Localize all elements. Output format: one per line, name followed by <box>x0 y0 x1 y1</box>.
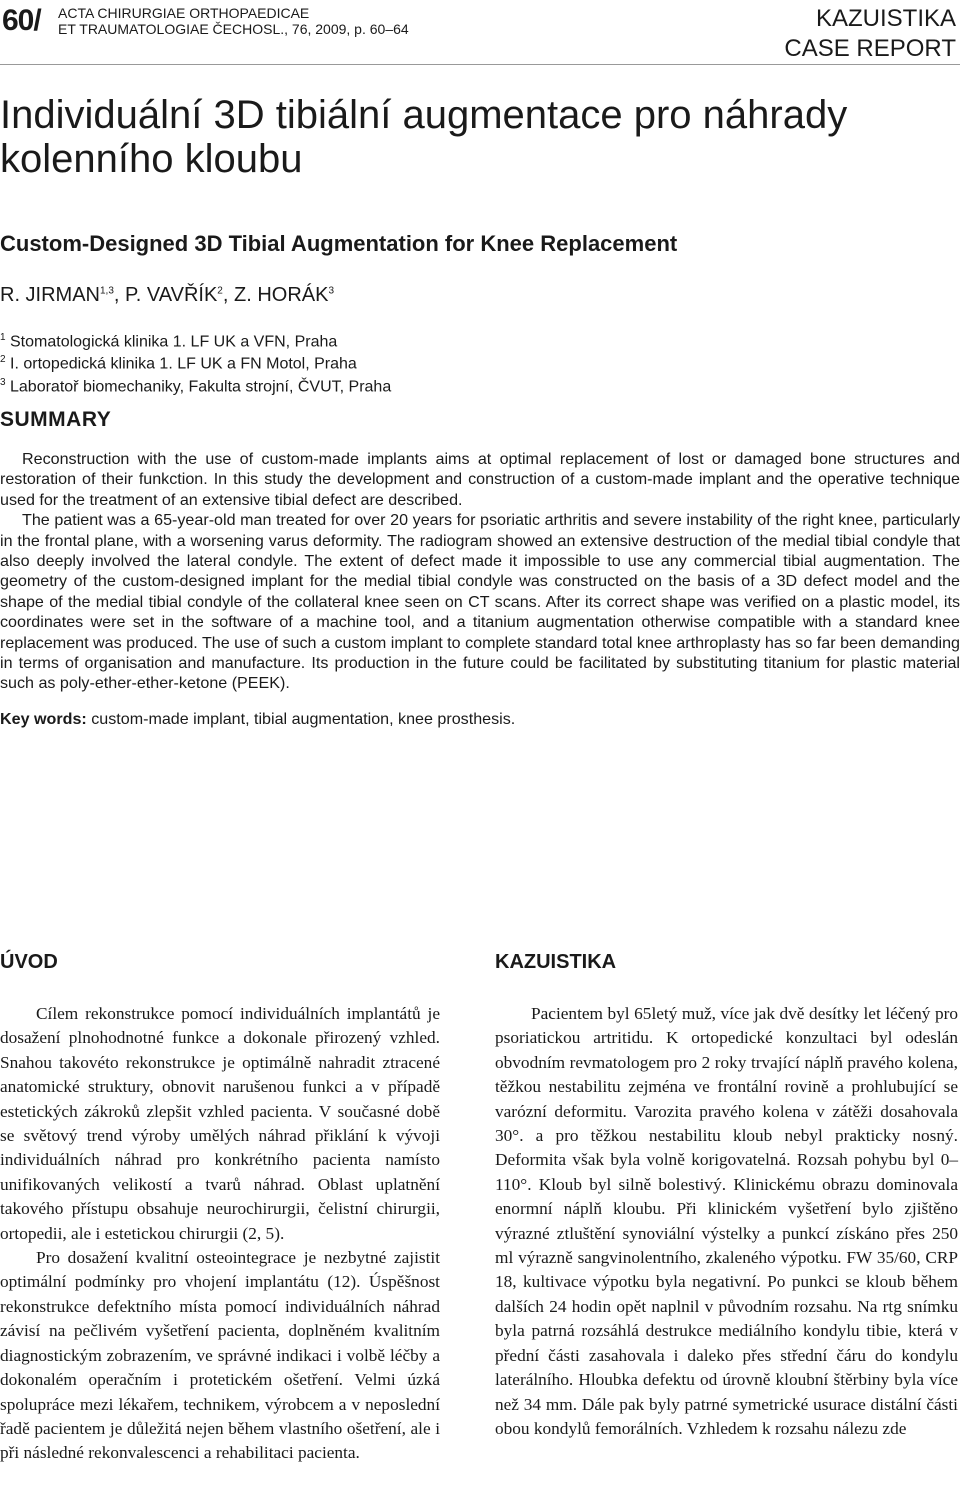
summary-heading: SUMMARY <box>0 408 112 431</box>
section-heading-kazuistika: KAZUISTIKA <box>495 951 617 973</box>
journal-citation <box>58 5 409 37</box>
affiliation-text: Stomatologická klinika 1. LF UK a VFN, Praha <box>5 333 338 351</box>
author-name: P. VAVŘÍK <box>125 284 218 306</box>
uvod-paragraph: Cílem rekonstrukce pomocí individuálních implantátů je dosažení plnohodnotné funkce a dokonale přirozený vzhled. Snahou takovéto rekonstrukce je optimálně nahradit ztracené anatomické struktury, obnovit narušenou funkci a v případě estetických zákroků zlepšit vzhled pacienta. V současné době se světový trend výroby umělých náhrad přiklání k vývoji individuálních náhrad pro konkrétního pacienta namísto unifikovaných velikostí a tvarů náhrad. Oblast uplatnění takového přístupu obsahuje neurochirurgii, čelistní chirurgii, ortopedii, ale i estetickou chirurgii (2, 5). <box>0 1004 440 1243</box>
affiliation-number: 3 <box>0 376 6 388</box>
uvod-paragraph: Pro dosažení kvalitní osteointegrace je nezbytné zajistit optimální podmínky pro vhojení implantátu (12). Úspěšnost rekonstrukce defektního místa pomocí individuálních náhrad závisí na pečlivém vyšetření pacienta, doplněném kvalitním diagnostickým zobrazením, ve správné indikaci i volbě léčby a dokonalém operačním i protetickém ošetření. Velmi úzká spolupráce mezi lékařem, technikem, výrobcem a v neposlední řadě pacientem je důležitá nejen během vlastního ošetření, ale i při následné rekonvalescenci a rehabilitaci pacienta. <box>0 1248 440 1463</box>
summary-body <box>0 449 960 694</box>
summary-paragraph: Reconstruction with the use of custom-made implants aims at optimal replacement of lost or damaged bone structures and restoration of their funkction. In this study the development and construction of a custom-made implant and the operative technique used for the treatment of an extensive tibial defect are described. <box>0 450 960 509</box>
article-type-cz: KAZUISTIKA <box>815 5 956 32</box>
author-separator: , <box>113 284 126 306</box>
kazuistika-paragraph: Pacientem byl 65letý muž, více jak dvě desítky let léčený pro psoriatickou artritidu. K ortopedické konzultaci byl odeslán obvodním revmatologem pro 2 roky trvající náplň pravého kolena, těžkou nestabilitu zejména ve frontální rovině a prohlubující se varózní deformitu. Varozita pravého kolena v zátěži dosahovala 30°. a pro těžkou nestabilitu kloub nebyl prakticky nosný. Deformita však byla volně korigovatelná. Rozsah pohybu byl 0–110°. Kloub byl silně bolestivý. Klinickému obrazu dominovala enormní náplň kloubu. Při klinickém vyšetření bylo zjištěno výrazné ztluštění synoviální výstelky a punkcí získáno přes 250 ml výrazně sangvinolentního, zkaleného výpotku. FW 35/60, CRP 18, kultivace výpotku byla negativní. Po punkci se kloub během dalších 24 hodin opět naplnil v původním rozsahu. Na rtg snímku byla patrná rozsáhlá destrukce mediálního kondylu tibie, která v přední části zasahovala i daleko přes střední čáru do kondylu laterálního. Hloubka defektu od úrovně kloubní štěrbiny byla více než 34 mm. Dále pak byly patrné symetrické usurace distální části obou kondylů femorálních. Vzhledem k rozsahu nálezu zde <box>495 1004 958 1438</box>
affiliation-number: 2 <box>0 354 6 366</box>
keywords-label: Key words: <box>0 710 87 728</box>
affiliation-item <box>0 351 391 373</box>
author-separator: , <box>222 284 234 306</box>
uvod-body <box>0 1002 440 1466</box>
affiliation-item <box>0 329 391 351</box>
title-english: Custom-Designed 3D Tibial Augmentation for Knee Replacement <box>0 231 678 256</box>
page-number: 60/ <box>2 4 41 37</box>
section-heading-uvod: ÚVOD <box>0 951 58 973</box>
column-right <box>495 950 958 1441</box>
author-affiliation-ref: 3 <box>328 285 334 297</box>
title-czech: Individuální 3D tibiální augmentace pro náhrady kolenního kloubu <box>0 93 848 181</box>
author-name: R. JIRMAN <box>0 284 100 306</box>
affiliation-text: Laboratoř biomechaniky, Fakulta strojní, ČVUT, Praha <box>5 377 392 395</box>
author-name: Z. HORÁK <box>233 284 329 306</box>
affiliation-text: I. ortopedická klinika 1. LF UK a FN Motol, Praha <box>5 355 357 373</box>
keywords <box>0 710 515 729</box>
article-type <box>784 4 956 64</box>
affiliation-list <box>0 329 391 396</box>
affiliation-number: 1 <box>0 332 6 343</box>
header-divider <box>0 64 960 65</box>
kazuistika-body <box>495 1002 958 1441</box>
author-affiliation-ref: 2 <box>217 285 223 297</box>
keywords-text: custom-made implant, tibial augmentation, knee prosthesis. <box>86 710 516 728</box>
article-type-en: CASE REPORT <box>784 35 956 62</box>
author-affiliation-ref: 1,3 <box>100 285 114 297</box>
journal-line-2: ET TRAUMATOLOGIAE ČECHOSL., 76, 2009, p. 60–64 <box>58 21 409 37</box>
affiliation-item <box>0 374 391 396</box>
author-list <box>0 284 334 307</box>
column-left <box>0 950 440 1466</box>
summary-paragraph: The patient was a 65-year-old man treated for over 20 years for psoriatic arthritis and severe instability of the right knee, particularly in the frontal plane, with a worsening varus deformity. The radiogram showed an extensive destruction of the medial tibial condyle that also deeply involved the lateral condyle. The extent of defect made it impossible to use any commercial tibial augmentation. The geometry of the custom-designed implant for the medial tibial condyle was constructed on the basis of a 3D defect model and the shape of the medial tibial condyle of the collateral knee seen on CT scans. After its correct shape was verified on a plastic model, its coordinates were set in the software of a machine tool, and a titanium augmentation otherwise compatible with a standard knee replacement was produced. The use of such a custom implant to complete standard total knee arthroplasty has so far been demanding in terms of organisation and manufacture. Its production in the future could be facilitated by substituting titanium for plastic material such as poly-ether-ether-ketone (PEEK). <box>0 511 960 693</box>
journal-line-1: ACTA CHIRURGIAE ORTHOPAEDICAE <box>58 5 310 21</box>
